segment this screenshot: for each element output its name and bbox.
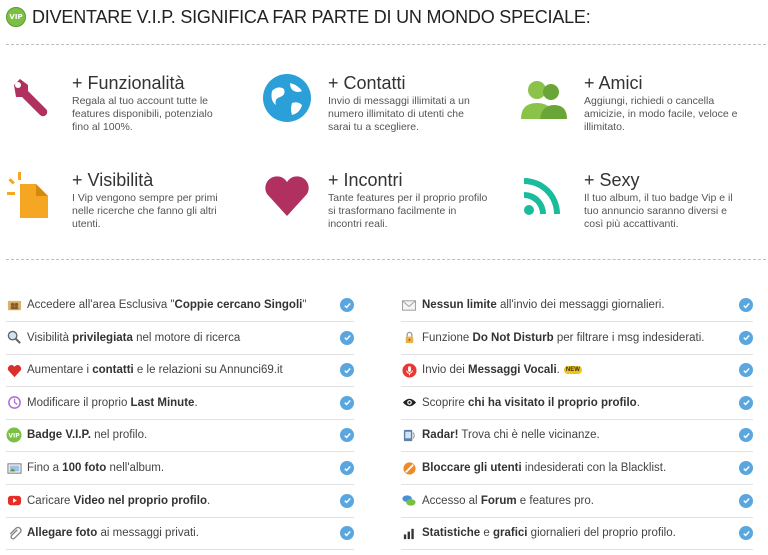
text-bold: Video nel proprio profilo — [73, 494, 207, 507]
text-part: . — [194, 396, 198, 409]
list-item — [401, 517, 753, 550]
text-part: Scoprire — [422, 396, 469, 409]
text-bold: Nessun limite — [422, 299, 497, 311]
text-part: Fino a — [27, 462, 63, 474]
feature-desc: Il tuo album, il tuo badge Vip e il tuo annuncio saranno diversi e così più accattivanti. — [584, 192, 733, 230]
text-part: e features pro. — [516, 494, 594, 507]
text-part: e — [480, 527, 493, 540]
text-bold: 100 foto — [62, 462, 107, 474]
check-icon — [739, 331, 753, 345]
check-icon — [340, 396, 354, 410]
check-icon — [340, 298, 354, 312]
text-bold: grafici — [492, 527, 528, 540]
vip-badge-icon: VIP — [6, 7, 26, 27]
list-item — [401, 485, 753, 518]
text-bold: Messaggi Vocali — [468, 364, 557, 377]
divider-top — [6, 44, 766, 45]
check-icon — [340, 526, 354, 540]
text-part: nell'album. — [106, 462, 165, 474]
text-bold: Do Not Disturb — [472, 331, 554, 344]
list-item — [401, 322, 753, 355]
feature-desc: Invio di messaggi illimitati a un numero illimitato di utenti che sarai tu a scegliere. — [328, 95, 470, 133]
list-item-text — [27, 495, 210, 507]
lock-icon — [401, 330, 417, 346]
page-title: DIVENTARE V.I.P. SIGNIFICA FAR PARTE DI UN MONDO SPECIALE: — [32, 6, 591, 27]
forum-icon — [401, 493, 417, 509]
feature-title: + Sexy — [584, 170, 640, 190]
text-part: Accedere all'area Esclusiva " — [27, 299, 175, 311]
feature-title: + Funzionalità — [72, 73, 185, 93]
text-part: . — [206, 494, 211, 507]
text-part: nel profilo. — [90, 429, 148, 442]
microphone-icon — [401, 362, 417, 378]
list-item-text — [422, 332, 705, 344]
text-part: " — [302, 299, 307, 311]
text-part: . — [636, 396, 640, 409]
list-item — [6, 354, 354, 387]
text-bold: Last Minute — [130, 396, 195, 409]
text-bold: chi ha visitato il proprio profilo — [468, 396, 637, 409]
text-part: e le relazioni su Annunci69.it — [133, 364, 283, 377]
radar-icon — [401, 427, 417, 443]
list-item-text — [422, 527, 676, 539]
envelope-icon — [401, 297, 417, 313]
heart-icon — [262, 170, 312, 220]
text-bold: Statistiche — [422, 527, 481, 540]
text-part: Visibilità — [27, 331, 73, 344]
text-bold: Forum — [480, 494, 517, 507]
list-item-text — [422, 299, 665, 311]
block-icon — [401, 460, 417, 476]
header — [6, 4, 591, 30]
list-item — [6, 485, 354, 518]
text-bold: Bloccare gli utenti — [422, 462, 522, 474]
new-badge: NEW — [565, 367, 580, 374]
paperclip-icon — [6, 525, 22, 541]
text-part: nel motore di ricerca — [132, 331, 241, 344]
list-item — [401, 354, 753, 387]
list-item-text — [27, 299, 306, 311]
feature-desc: Regala al tuo account tutte le features disponibili, potenzialo fino al 100%. — [72, 95, 213, 133]
list-item-text — [422, 397, 640, 409]
check-icon — [739, 494, 753, 508]
list-item-text — [27, 397, 198, 409]
text-part: Accesso al — [422, 494, 481, 507]
feature-desc: Tante features per il proprio profilo si trasformano facilmente in incontri reali. — [328, 192, 488, 230]
wrench-icon — [6, 73, 56, 123]
list-item — [6, 452, 354, 485]
text-bold: Allegare foto — [27, 527, 98, 540]
clock-icon — [6, 395, 22, 411]
list-item — [6, 322, 354, 355]
list-item-text — [27, 364, 283, 376]
list-item-text — [27, 429, 147, 441]
list-item-text — [27, 332, 240, 344]
globe-icon — [262, 73, 312, 123]
list-item-text — [27, 527, 199, 539]
list-item — [401, 387, 753, 420]
check-icon — [340, 428, 354, 442]
users-icon — [518, 73, 568, 123]
text-part: . — [556, 364, 560, 377]
list-item — [6, 517, 354, 550]
list-item — [6, 387, 354, 420]
list-item-text — [422, 364, 582, 376]
text-part: per filtrare i msg indesiderati. — [553, 331, 705, 344]
check-icon — [340, 461, 354, 475]
text-bold: contatti — [92, 364, 134, 377]
document-icon — [6, 170, 56, 220]
vip-small-icon — [6, 427, 22, 443]
list-item-text — [422, 495, 594, 507]
list-item — [401, 452, 753, 485]
text-part: ai messaggi privati. — [97, 527, 199, 540]
couple-icon — [6, 297, 22, 313]
svg-text:VIP: VIP — [8, 432, 20, 440]
magnifier-icon — [6, 330, 22, 346]
text-part: indesiderati con la Blacklist. — [521, 462, 667, 474]
text-bold: Radar! — [422, 429, 459, 442]
check-icon — [739, 526, 753, 540]
feature-desc: I Vip vengono sempre per primi nelle ricerche che fanno gli altri utenti. — [72, 192, 218, 230]
text-part: Invio dei — [422, 364, 469, 377]
photo-icon — [6, 460, 22, 476]
check-icon — [340, 331, 354, 345]
text-bold: Badge V.I.P. — [27, 429, 91, 442]
list-item — [401, 419, 753, 452]
text-part: Funzione — [422, 331, 473, 344]
stats-icon — [401, 525, 417, 541]
list-item — [6, 419, 354, 452]
check-icon — [739, 298, 753, 312]
feature-title: + Contatti — [328, 73, 406, 93]
eye-icon — [401, 395, 417, 411]
check-icon — [340, 363, 354, 377]
list-item — [6, 289, 354, 322]
check-icon — [739, 396, 753, 410]
check-icon — [739, 363, 753, 377]
text-bold: privilegiata — [72, 331, 133, 344]
divider-middle — [6, 259, 766, 260]
check-icon — [340, 494, 354, 508]
text-bold: Coppie cercano Singoli — [174, 299, 303, 311]
text-part: Trova chi è nelle vicinanze. — [458, 429, 600, 442]
list-item — [401, 289, 753, 322]
text-part: giornalieri del proprio profilo. — [527, 527, 676, 540]
video-icon — [6, 493, 22, 509]
text-part: Aumentare i — [27, 364, 93, 377]
feature-title: + Incontri — [328, 170, 403, 190]
feature-desc: Aggiungi, richiedi o cancella amicizie, in modo facile, veloce e illimitato. — [584, 95, 738, 133]
feed-icon — [518, 170, 568, 220]
list-item-text — [27, 462, 164, 474]
heart-small-icon — [6, 362, 22, 378]
text-part: Caricare — [27, 494, 74, 507]
text-part: Modificare il proprio — [27, 396, 131, 409]
text-part: all'invio dei messaggi giornalieri. — [496, 299, 665, 311]
check-icon — [739, 428, 753, 442]
list-item-text — [422, 429, 600, 441]
feature-title: + Amici — [584, 73, 643, 93]
list-item-text — [422, 462, 666, 474]
check-icon — [739, 461, 753, 475]
feature-title: + Visibilità — [72, 170, 154, 190]
